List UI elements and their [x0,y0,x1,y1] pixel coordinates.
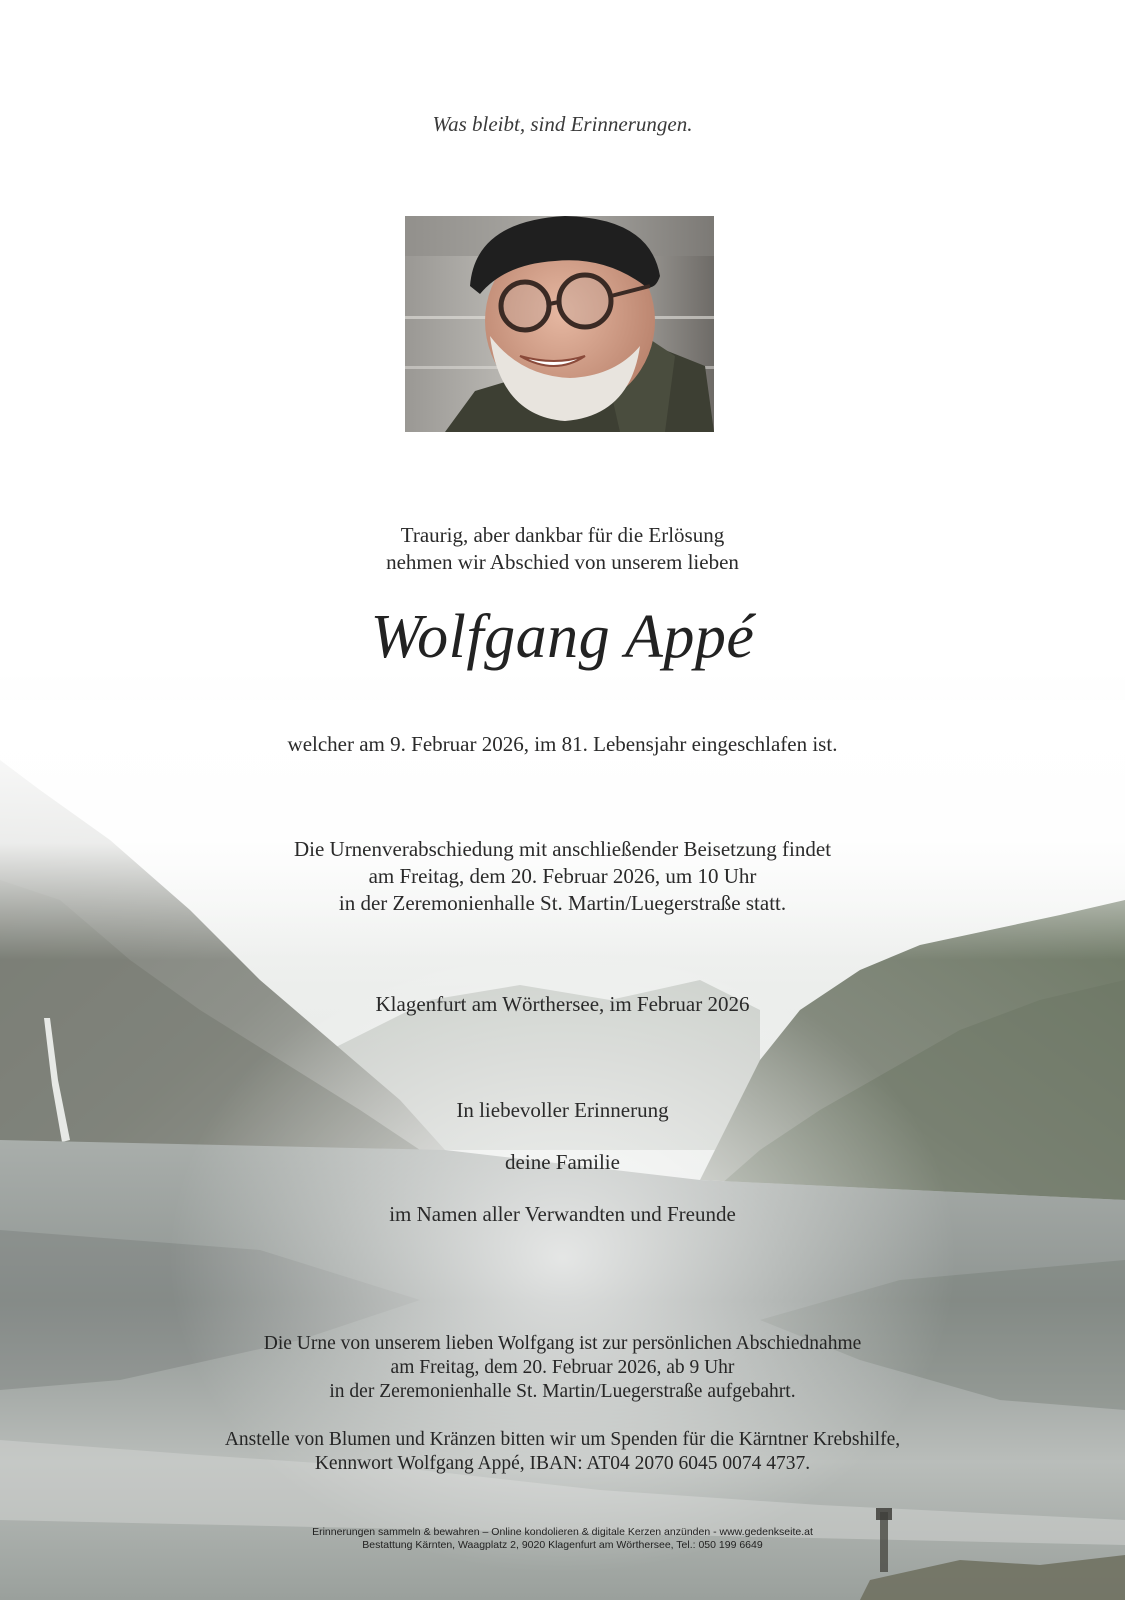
urn-line: Die Urne von unserem lieben Wolfgang ist zur persönlichen Abschiednahme [263,1333,862,1354]
intro-text [0,522,1125,576]
footer [0,1526,1125,1552]
footer-line: Erinnerungen sammeln & bewahren – Online kondolieren & digitale Kerzen anzünden - www.gedenkseite.at [312,1526,813,1538]
motto: Was bleibt, sind Erinnerungen. [432,112,693,136]
donation-line: Kennwort Wolfgang Appé, IBAN: AT04 2070 6045 0074 4737. [314,1453,811,1474]
urn-viewing-notice [0,1332,1125,1404]
donation-notice [0,1428,1125,1476]
relatives-signature: im Namen aller Verwandten und Freunde [389,1202,736,1226]
ceremony-line: am Freitag, dem 20. Februar 2026, um 10 Uhr [368,864,757,888]
donation-line: Anstelle von Blumen und Kränzen bitten wir um Spenden für die Kärntner Krebshilfe, [224,1429,901,1450]
family-signature: deine Familie [505,1150,620,1174]
portrait-photo [405,216,714,432]
footer-line: Bestattung Kärnten, Waagplatz 2, 9020 Klagenfurt am Wörthersee, Tel.: 050 199 6649 [362,1539,763,1551]
intro-line: nehmen wir Abschied von unserem lieben [386,550,739,574]
portrait-icon [405,216,714,432]
ceremony-line: in der Zeremonienhalle St. Martin/Luegerstraße statt. [338,891,787,915]
death-notice: welcher am 9. Februar 2026, im 81. Lebensjahr eingeschlafen ist. [287,732,838,756]
memorial-line: In liebevoller Erinnerung [456,1098,669,1122]
deceased-name: Wolfgang Appé [370,603,755,671]
urn-line: am Freitag, dem 20. Februar 2026, ab 9 Uhr [390,1357,735,1378]
ceremony-line: Die Urnenverabschiedung mit anschließender Beisetzung findet [293,837,832,861]
intro-line: Traurig, aber dankbar für die Erlösung [400,523,725,547]
urn-line: in der Zeremonienhalle St. Martin/Luegerstraße aufgebahrt. [329,1381,796,1402]
place-date: Klagenfurt am Wörthersee, im Februar 2026 [375,992,750,1016]
ceremony-details [0,836,1125,917]
